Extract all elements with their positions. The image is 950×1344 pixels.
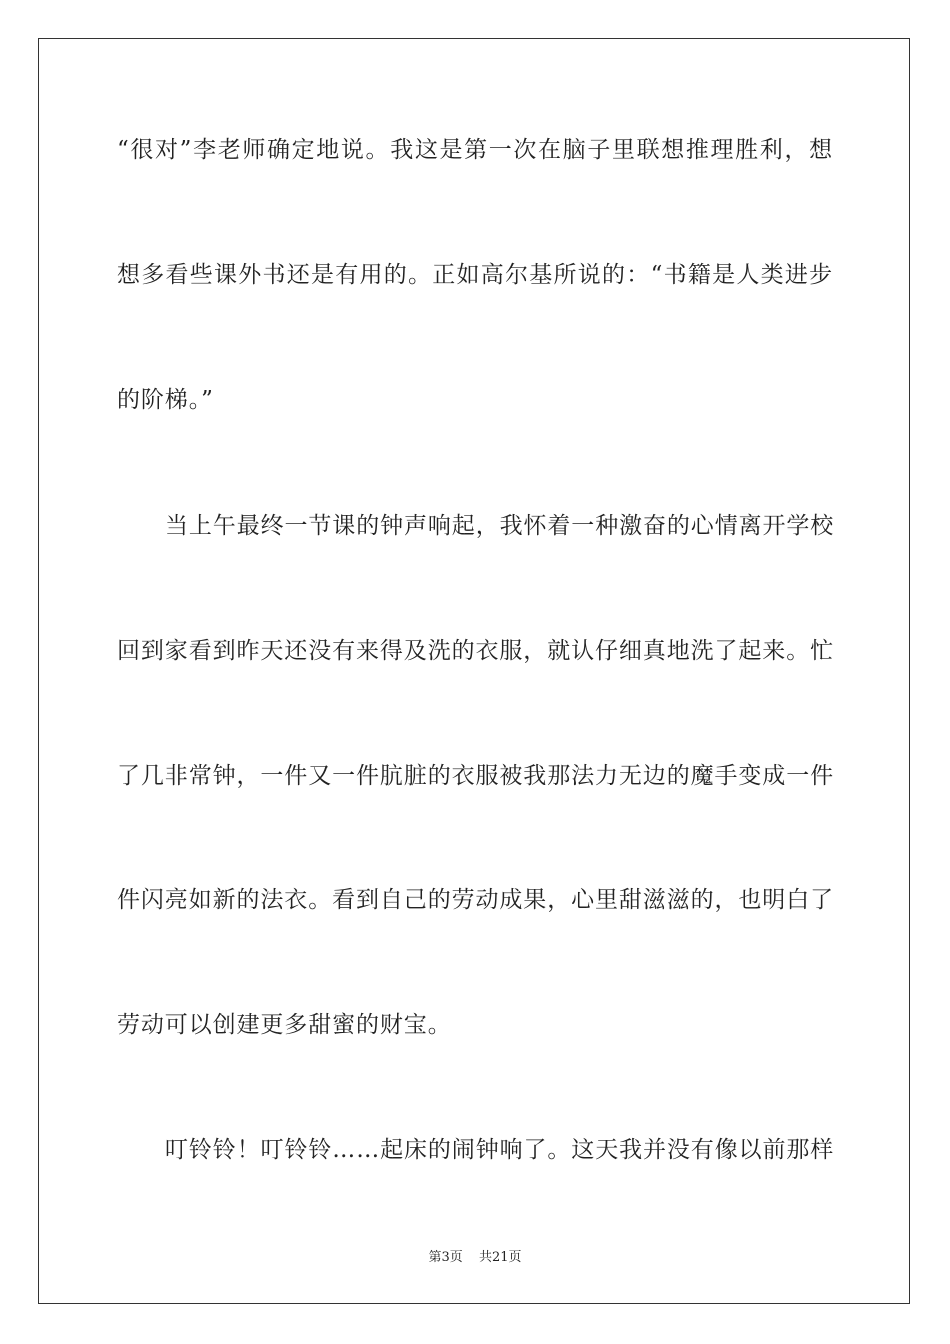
page-number: 第3页 (428, 1250, 463, 1265)
text-line: 想多看些课外书还是有用的。正如高尔基所说的：“书籍是人类进步 (117, 262, 833, 288)
text-line: 的阶梯。” (117, 387, 214, 413)
text-line: 回到家看到昨天还没有来得及洗的衣服，就认仔细真地洗了起来。忙 (117, 638, 834, 664)
text-line: 件闪亮如新的法衣。看到自己的劳动成果，心里甜滋滋的，也明白了 (117, 887, 834, 913)
page-border (38, 38, 910, 1304)
text-line: 当上午最终一节课的钟声响起，我怀着一种激奋的心情离开学校 (165, 513, 835, 539)
text-line: “很对”李老师确定地说。我这是第一次在脑子里联想推理胜利，想 (117, 137, 833, 163)
text-line: 劳动可以创建更多甜蜜的财宝。 (117, 1012, 452, 1038)
page-footer (0, 1246, 950, 1265)
text-line: 叮铃铃！叮铃铃……起床的闹钟响了。这天我并没有像以前那样 (165, 1137, 835, 1163)
text-line: 了几非常钟，一件又一件肮脏的衣服被我那法力无边的魔手变成一件 (117, 763, 834, 789)
page-total: 共21页 (478, 1250, 522, 1265)
